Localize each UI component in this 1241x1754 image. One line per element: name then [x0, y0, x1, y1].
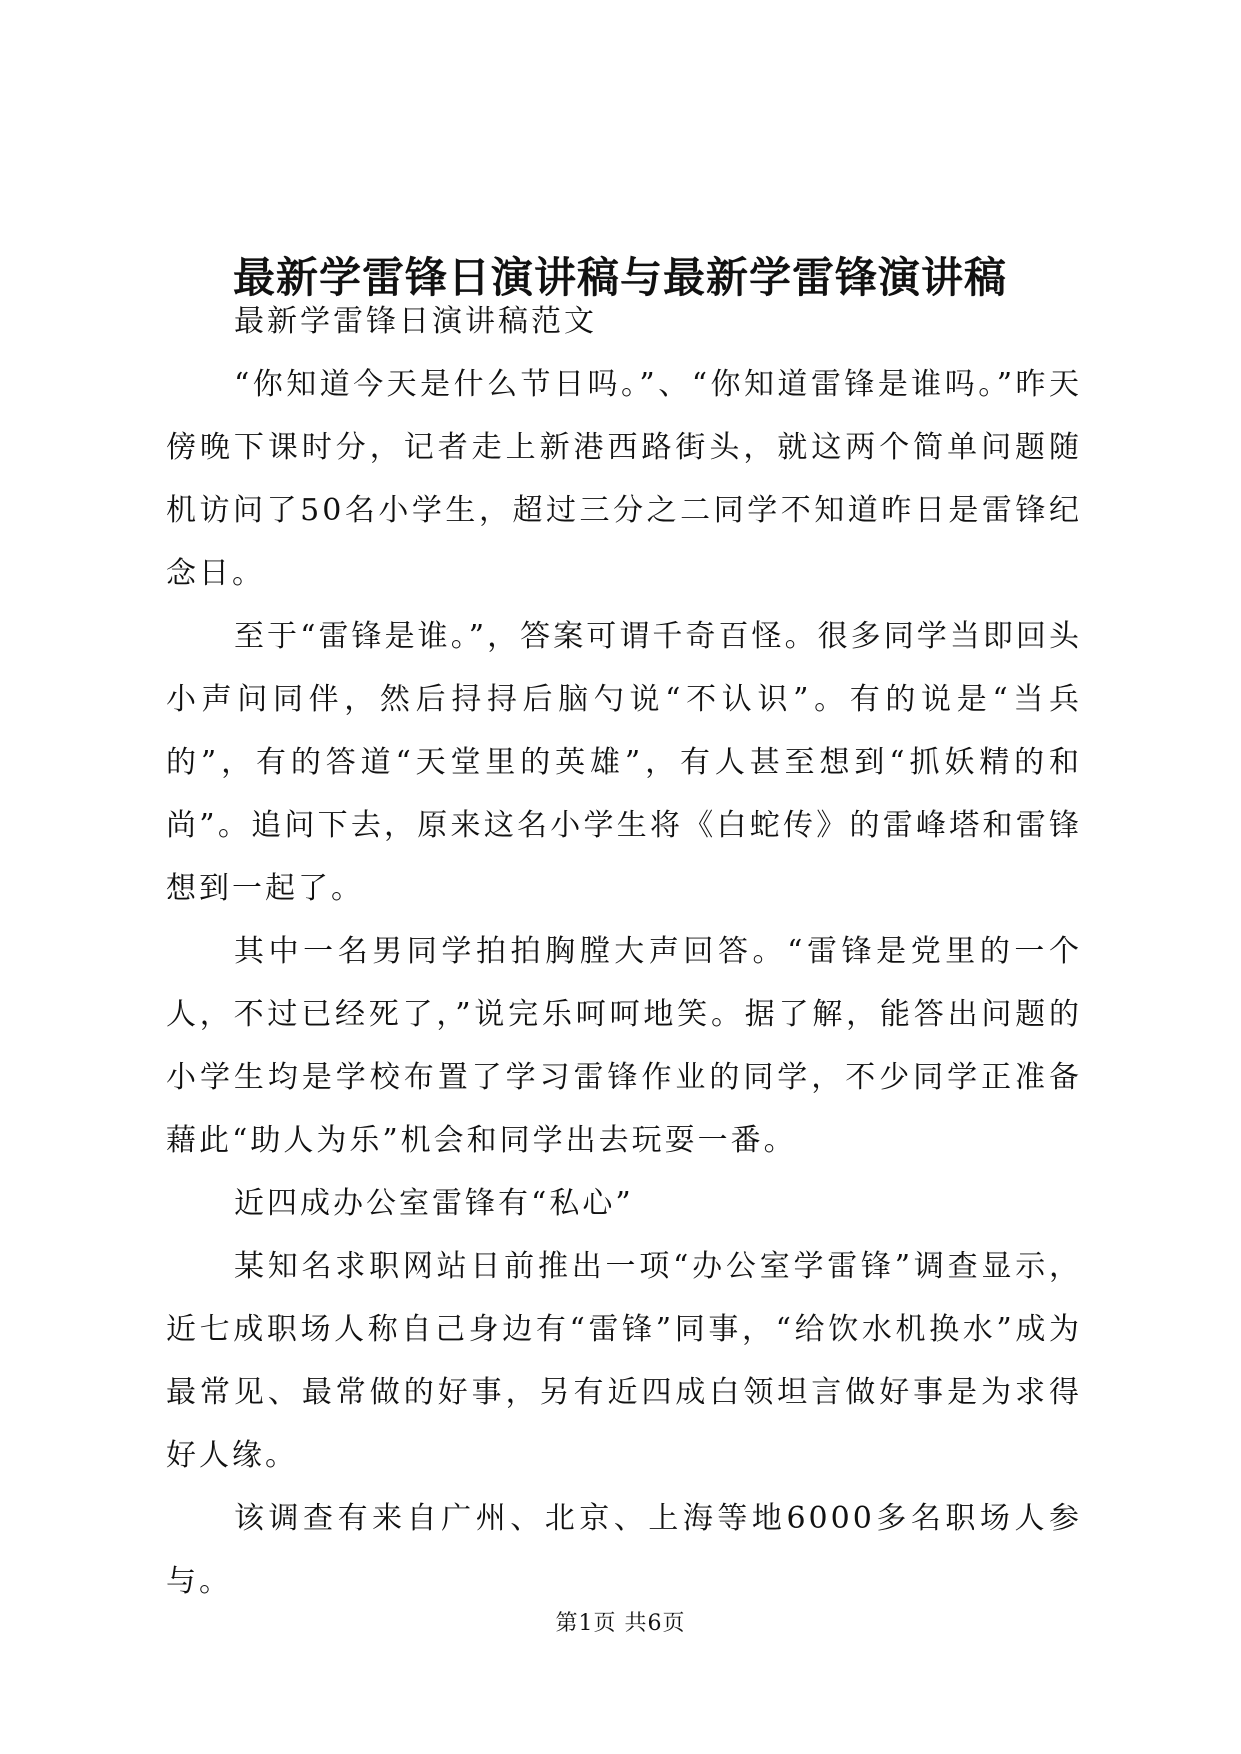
document-title: 最新学雷锋日演讲稿与最新学雷锋演讲稿	[232, 253, 1007, 303]
document-body	[166, 290, 1082, 1613]
paragraph: 某知名求职网站日前推出一项“办公室学雷锋”调查显示，近七成职场人称自己身边有“雷锋”同事，“给饮水机换水”成为最常见、最常做的好事，另有近四成白领坦言做好事是为求得好人缘。	[166, 1249, 1082, 1473]
paragraph: 该调查有来自广州、北京、上海等地6000多名职场人参与。	[166, 1501, 1082, 1599]
paragraph-subtitle: 最新学雷锋日演讲稿范文	[234, 304, 597, 339]
page-number-footer: 第1页 共6页	[555, 1611, 686, 1636]
paragraph: 其中一名男同学拍拍胸膛大声回答。“雷锋是党里的一个人，不过已经死了，”说完乐呵呵地笑。据了解，能答出问题的小学生均是学校布置了学习雷锋作业的同学，不少同学正准备藉此“助人为乐”机会和同学出去玩耍一番。	[166, 934, 1082, 1158]
paragraph-heading: 近四成办公室雷锋有“私心”	[234, 1186, 634, 1221]
paragraph: 至于“雷锋是谁。”，答案可谓千奇百怪。很多同学当即回头小声问同伴，然后挦挦后脑勺说“不认识”。有的说是“当兵的”，有的答道“天堂里的英雄”，有人甚至想到“抓妖精的和尚”。追问下去，原来这名小学生将《白蛇传》的雷峰塔和雷锋想到一起了。	[166, 619, 1082, 906]
paragraph: “你知道今天是什么节日吗。”、“你知道雷锋是谁吗。”昨天傍晚下课时分，记者走上新港西路街头，就这两个简单问题随机访问了50名小学生，超过三分之二同学不知道昨日是雷锋纪念日。	[166, 367, 1082, 591]
